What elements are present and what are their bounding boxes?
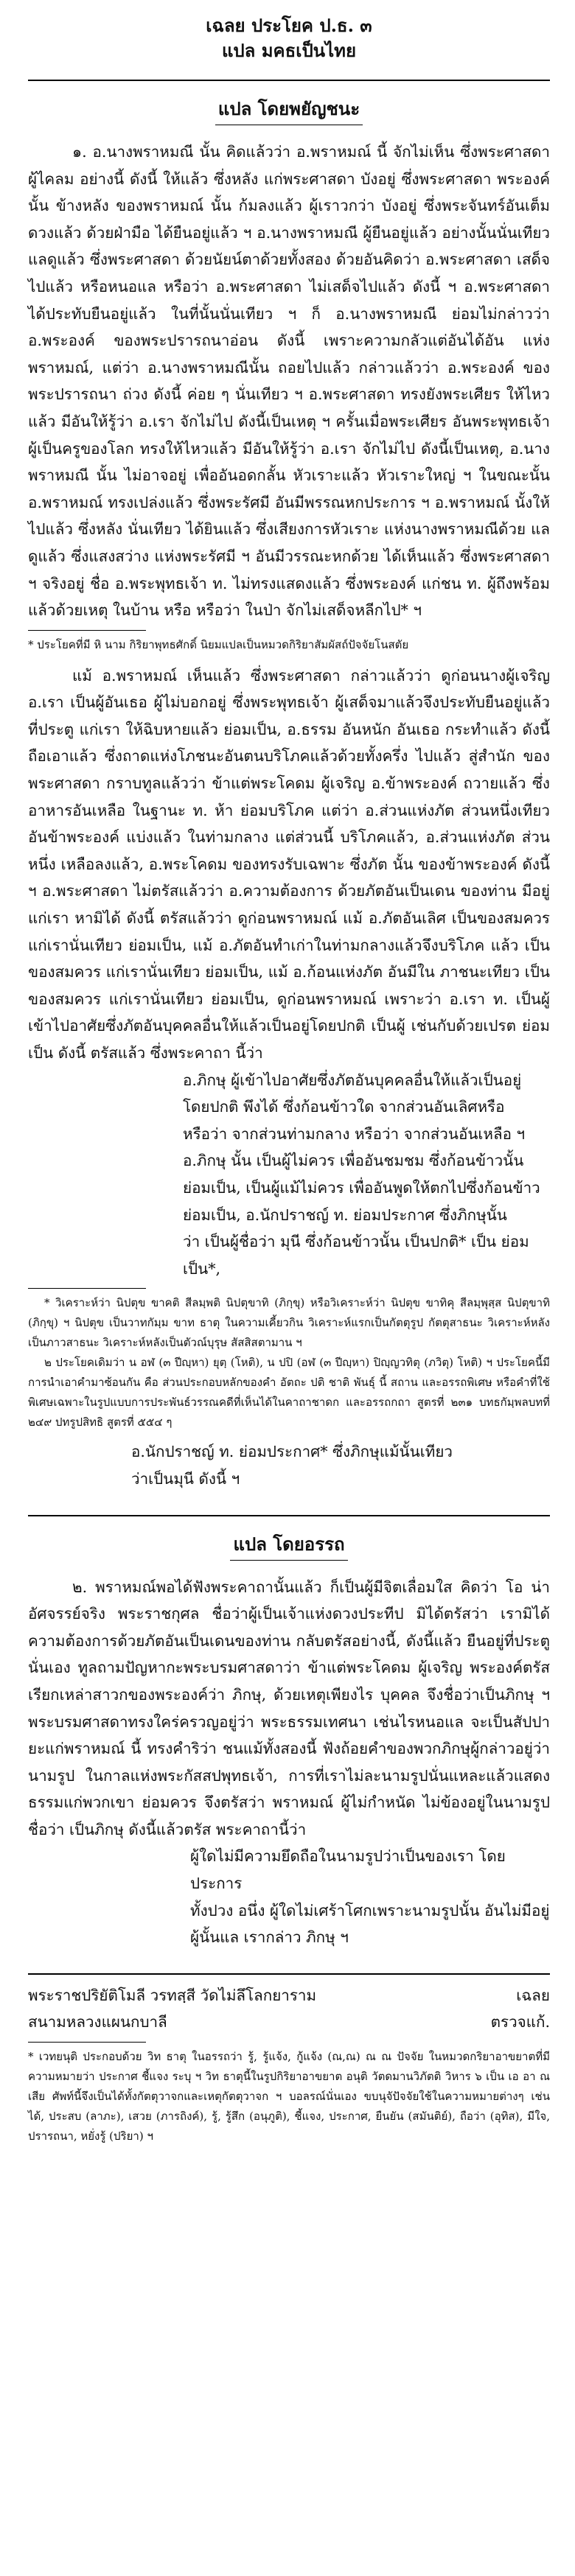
- verse-line: ผู้นั้นแล เรากล่าว ภิกษุ ฯ: [190, 1928, 349, 1947]
- verse-line: อ.ภิกษุ ผู้เข้าไปอาศัยซึ่งภัตอันบุคคลอื่นให้แล้วเป็นอยู่: [183, 1071, 522, 1089]
- checked-label: ตรวจแก้.: [490, 2013, 550, 2031]
- footnote: ๒ ประโยคเดิมว่า น อฬ (๓ ปีญฺหา) ยุตฺ (โหติ), น ปปิ (อฬ (๓ ปีญฺหา) ปิญฺญวทิตุ (ภวิตุ) โหติ) ฯ ประโยคนี้มีการนำเอาคำมาซ้อนกัน คือ ส่วนประกอบหลักของคำ อัตถะ ปติ ชาติ พันธุ์ นี้ สถาน และอรรถพิเศษ หรือคำที่ใช้พิเศษเฉพาะในรูปแบบการประพันธ์วรรณคดีที่เห็นได้ในคาถาชาดก และอรรถกถา สูตรที่ ๒๓๑ บทธกัมฺพลบทที่ ๒๔๙ ปทรูปสิทธิ สูตรที่ ๕๕๔ ๆ: [28, 1356, 550, 1429]
- closing-line: อ.นักปราชญ์ ท. ย่อมประกาศ* ซึ่งภิกษุแม้นั้นเทียว: [131, 1443, 453, 1461]
- signature-row: [28, 1982, 550, 2009]
- answer-paragraph: ๑. อ.นางพราหมณี นั้น คิดแล้วว่า อ.พราหมณ์ นี้ จักไม่เห็น ซึ่งพระศาสดา ผู้ไคลม อย่างนี้ ดังนี้ ให้แล้ว ซึ่งหลัง แก่พระศาสดา บังอยู่ ซึ่งพระศาสดา พระองค์นั้น ข้างหลัง ของพราหมณ์ นั้น ก้มลงแล้ว ผู้เราวกว่า บังอยู่ ซึ่งพระจันทร์อันเต็มดวงแล้ว ด้วยฝ่ามือ ได้ยืนอยู่แล้ว ฯ อ.นางพราหมณี ผู้ยืนอยู่แล้ว อย่างนั้นนั่นเทียว แลดูแล้ว ซึ่งพระศาสดา ด้วยนัยน์ตาด้วยทั้งสอง ด้วยอันคิดว่า อ.พระศาสดา เสด็จไปแล้ว หรือหนอแล หรือว่า อ.พระศาสดา ไม่เสด็จไปแล้ว ดังนี้ ฯ อ.พระศาสดา ได้ประทับยืนอยู่แล้ว ในที่นั้นนั่นเทียว ฯ ก็ อ.นางพราหมณี ย่อมไม่กล่าวว่า อ.พระองค์ ของพระปรารถนาอ่อน ดังนี้ เพราะความกลัวแต่อันได้อัน แห่งพราหมณ์, แต่ว่า อ.นางพราหมณีนั้น ถอยไปแล้ว กล่าวแล้วว่า อ.พระองค์ ของพระปรารถนา ถ่วง ดังนี้ ค่อย ๆ นั่นเทียว ฯ อ.พระศาสดา ทรงยังพระเศียร ให้ไหวแล้ว มีอันให้รู้ว่า อ.เรา จักไม่ไป ดังนี้เป็นเหตุ ฯ ครั้นเมื่อพระเศียร อันพระพุทธเจ้า ผู้เป็นครูของโลก ทรงให้ไหวแล้ว มีอันให้รู้ว่า อ.เรา จักไม่ไป ดังนี้เป็นเหตุ, อ.นางพราหมณี นั้น ไม่อาจอยู่ เพื่ออันอดกลั้น หัวเราะแล้ว หัวเราะใหญ่ ฯ ในขณะนั้น อ.พราหมณ์ ทรงเปล่งแล้ว ซึ่งพระรัศมี อันมีพรรณหกประการ ฯ อ.พราหมณ์ นั้งให้ไปแล้ว ซึ่งหลัง นั่นเทียว ได้ยินแล้ว ซึ่งเสียงการหัวเราะ แห่งนางพราหมณีด้วย แลดูแล้ว ซึ่งแสงสว่าง แห่งพระรัศมี ฯ อันมีวรรณะหกด้วย ได้เห็นแล้ว ซึ่งพระศาสดา ฯ จริงอยู่ ชื่อ อ.พระพุทธเจ้า ท. ไม่ทรงแสดงแล้ว ซึ่งพระองค์ แก่ชน ท. ผู้ถึงพร้อมแล้วด้วยเหตุ ในบ้าน หรือ หรือว่า ในป่า จักไม่เสด็จหลีกไป* ฯ: [28, 143, 550, 620]
- answer-paragraph: ๒. พราหมณ์พอได้ฟังพระคาถานั้นแล้ว ก็เป็นผู้มีจิตเลื่อมใส คิดว่า โอ น่าอัศจรรย์จริง พระราชกุศล ชื่อว่าผู้เป็นเจ้าแห่งดวงประทีป มิได้ตรัสว่า เรามิได้ความต้องการด้วยภัตอันเป็นเดนของท่าน กลับตรัสอย่างนี้, ดังนี้แล้ว ยืนอยู่ที่ประตูนั่นเอง ทูลถามปัญหากะพระบรมศาสดาว่า ข้าแต่พระโคดม ผู้เจริญ พระองค์ตรัสเรียกเหล่าสาวกของพระองค์ว่า ภิกษุ, ด้วยเหตุเพียงไร บุคคล จึงชื่อว่าเป็นภิกษุ ฯ พระบรมศาสดาทรงใคร่ครวญอยู่ว่า พระธรรมเทศนา เช่นไรหนอแล จะเป็นสัปปายะแก่พราหมณ์ นี้ ทรงคำริว่า ชนแม้ทั้งสองนี้ ฟังถ้อยคำของพวกภิกษุผู้กล่าวอยู่ว่า นามรูป ในกาลแห่งพระกัสสปพุทธเจ้า, การที่เราไม่ละนามรูปนั่นแหละแล้วแสดงธรรมแก่พวกเขา ย่อมควร จึงตรัสว่า พราหมณ์ ผู้ไม่กำหนัด ไม่ข้องอยู่ในนามรูป ชื่อว่า เป็นภิกษุ ดังนี้แล้วตรัส พระคาถานี้ว่า: [28, 1578, 550, 1838]
- verse-line: อ.ภิกษุ นั้น เป็นผู้ไม่ควร เพื่ออันชมชม ซึ่งก้อนข้าวนั้น: [183, 1152, 524, 1170]
- footnote-divider: [28, 630, 146, 631]
- divider: [28, 1515, 550, 1516]
- answer-paragraph: แม้ อ.พราหมณ์ เห็นแล้ว ซึ่งพระศาสดา กล่าวแล้วว่า ดูก่อนนางผู้เจริญ อ.เรา เป็นผู้อันเธอ ผู้ไม่บอกอยู่ ซึ่งพระพุทธเจ้า ผู้เสด็จมาแล้วจึงประทับยืนอยู่แล้ว ที่ประตู แก่เรา ให้ฉิบหายแล้ว ย่อมเป็น, อ.ธรรม อันหนัก อันเธอ กระทำแล้ว ดังนี้ ถือเอาแล้ว ซึ่งถาดแห่งโภชนะอันตนบริโภคแล้วด้วยทั้งครึ่ง ไปแล้ว สู่สำนัก ของพระศาสดา กราบทูลแล้วว่า ข้าแต่พระโคดม ผู้เจริญ อ.ข้าพระองค์ ถวายแล้ว ซึ่งอาหารอันเหลือ ในฐานะ ท. ห้า ย่อมบริโภค แต่ว่า อ.ส่วนแห่งภัต ส่วนหนึ่งเทียว อันข้าพระองค์ แบ่งแล้ว ในท่ามกลาง แต่ส่วนนี้ บริโภคแล้ว, อ.ส่วนแห่งภัต ส่วนหนึ่ง เหลือลงแล้ว, อ.พระโคดม ของทรงรับเฉพาะ ซึ่งภัต นั้น ของข้าพระองค์ ดังนี้ ฯ อ.พระศาสดา ไม่ตรัสแล้วว่า อ.ความต้องการ ด้วยภัตอันเป็นเดน ของท่าน มีอยู่ แก่เรา หามิได้ ดังนี้ ตรัสแล้วว่า ดูก่อนพราหมณ์ แม้ อ.ภัตอันเลิศ เป็นของสมควร แก่เรานั่นเทียว ย่อมเป็น, แม้ อ.ภัตอันทำเก่าในท่ามกลางแล้วจึงบริโภค แล้ว เป็นของสมควร แก่เรานั่นเทียว ย่อมเป็น, แม้ อ.ก้อนแห่งภัต อันมีใน ภาชนะเทียว เป็นของสมควร แก่เรานั่นเทียว ย่อมเป็น, ดูก่อนพราหมณ์ เพราะว่า อ.เรา ท. เป็นผู้เข้าไปอาศัยซึ่งภัตอันบุคคลอื่นให้แล้วเป็นอยู่โดยปกติ เป็นผู้ เช่นกับด้วยเปรต ย่อมเป็น ดังนี้ ตรัสแล้ว ซึ่งพระคาถา นี้ว่า: [28, 666, 550, 1062]
- closing-line: ว่าเป็นมุนี ดังนี้ ฯ: [131, 1469, 240, 1488]
- verse-line: โดยปกติ พึงได้ ซึ่งก้อนข้าวใด จากส่วนอันเลิศหรือ: [183, 1098, 505, 1116]
- divider: [28, 80, 550, 81]
- author-text: พระราชปริยัติโมลี วรทสฺสี วัดไม่ลึโลกยาราม: [28, 1986, 317, 2004]
- footnote: * วิเคราะห์ว่า นิปตุข ขาคติ สีลมฺพติ นิปตุขาทิ (ภิกฺขุ) หรือวิเคราะห์ว่า นิปตุข ขาทิคุ สีลมฺพุสฺส นิปตุขาทิ (ภิกฺขุ) ฯ นิปตุข เป็นวาทกัมฺม ขาท ธาตุ ในความเคี้ยวกิน วิเคราะห์แรกเป็นกัตตุรูป กัตตุสาธนะ วิเคราะห์หลังเป็นภาวสาธนะ วิเคราะห์หลังเป็นตัวณ์บุรุษ สัสสิสตามาน ฯ: [28, 1296, 550, 1350]
- exam-subtitle: แปล มคธเป็นไทย: [221, 40, 357, 61]
- verse-line: ย่อมเป็น, อ.นักปราชญ์ ท. ย่อมประกาศ ซึ่งภิกษุนั้น: [183, 1205, 507, 1224]
- exam-page: [0, 13, 575, 2576]
- verse-line: หรือว่า จากส่วนท่ามกลาง หรือว่า จากส่วนอันเหลือ ฯ: [183, 1124, 526, 1143]
- author-label: เฉลย: [516, 1986, 550, 2004]
- footnote-divider: [28, 2042, 146, 2043]
- signature-row: [28, 2009, 550, 2036]
- footnote: * ประโยคที่มี หิ นาม กิริยาพุทธศักดิ์ นิยมแปลเป็นหมวดกิริยาสัมผัสถ์ปัจจัยโนสตัย: [28, 637, 409, 651]
- section-heading: แปล โดยอรรถ: [28, 1530, 550, 1561]
- venue-text: สนามหลวงแผนกบาลี: [28, 2013, 167, 2031]
- verse-line: ทั้งปวง อนึ่ง ผู้ใดไม่เศร้าโศกเพราะนามรูปนั้น อันไม่มีอยู่: [190, 1901, 550, 1919]
- section-heading: แปล โดยพยัญชนะ: [28, 94, 550, 125]
- exam-title: เฉลย ประโยค ป.ธ. ๓: [206, 15, 372, 36]
- verse-line: ย่อมเป็น, เป็นผู้แม้ไม่ควร เพื่ออันพูดให้ตกไปซึ่งก้อนข้าว: [183, 1178, 540, 1197]
- footnote-divider: [28, 1288, 146, 1289]
- footnote: * เวทยนุติ ประกอบด้วย วิท ธาตุ ในอรรถว่า รู้, รู้แจ้ง, กู้แจ้ง (ณ,ณ) ณ ณ ปัจจัย ในหมวดกริยาอาขยาตที่มีความหมายว่า ประกาศ ชี้แจง ระบุ ฯ วิท ธาตุนี้ในรูปกิริยาอาขยาต อนุติ วัตดมานวิภัตติ วิหาร ๖ เป็น เอ อา ณ เสีย ศัพท์นี้จึงเป็นได้ทั้งกัตตุวาจกและเหตุกัตตุวาจก ฯ บอลรณ์นั่นเอง ขบนุจัปัจจัยใช้ในความหมายต่างๆ เช่น ได้, ประสบ (ลาภะ), เสวย (ภารถิงค์), รู้, รู้สึก (อนุภูติ), ชี้แจง, ประกาศ, ยืนยัน (สมันติย์), ถือว่า (อุทิส), มีใจ, ปรารถนา, หยั่งรู้ (ปริยา) ฯ: [28, 2050, 550, 2143]
- verse-line: ผู้ใดไม่มีความยึดถือในนามรูปว่าเป็นของเรา โดยประการ: [190, 1847, 506, 1893]
- verse-line: ว่า เป็นผู้ชื่อว่า มุนี ซึ่งก้อนข้าวนั้น เป็นปกติ* เป็น ย่อมเป็น*,: [183, 1233, 529, 1278]
- divider: [28, 1973, 550, 1975]
